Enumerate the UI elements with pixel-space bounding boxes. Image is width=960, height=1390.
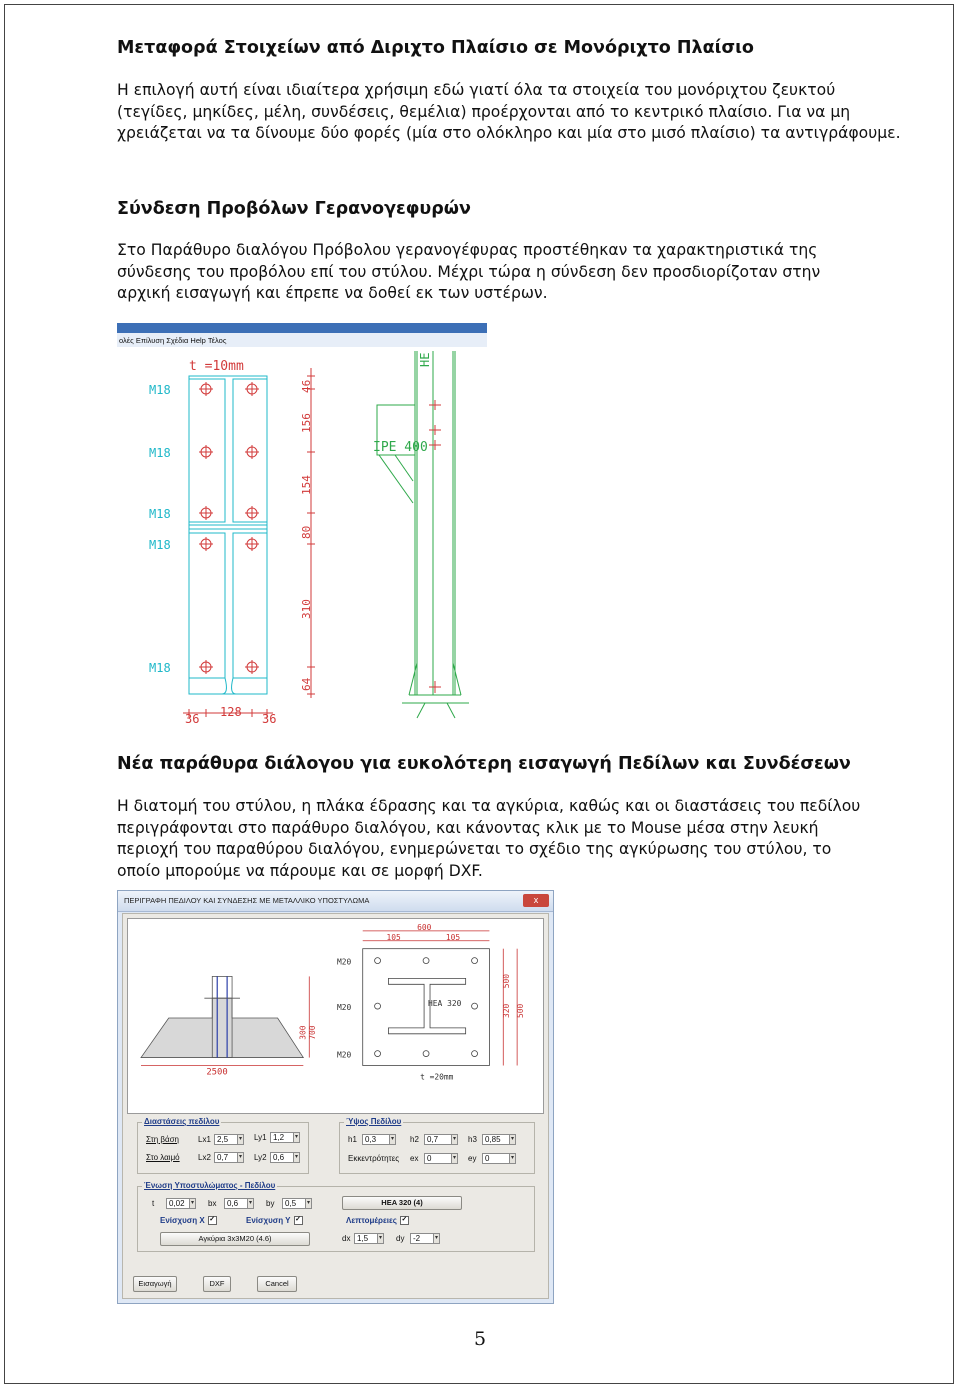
dx-spinner[interactable]: ▾ <box>377 1233 384 1244</box>
stiffener-x-checkbox[interactable] <box>160 1216 217 1225</box>
stiffener-y-checkbox[interactable] <box>246 1216 303 1225</box>
group-title: Διαστάσεις πεδίλου <box>144 1117 220 1126</box>
t-input[interactable]: 0,02 <box>166 1198 190 1209</box>
ey-input[interactable]: 0 <box>482 1153 510 1164</box>
ly2-label: Ly2 <box>254 1153 267 1162</box>
dy-input[interactable]: -2 <box>410 1233 434 1244</box>
t-spinner[interactable]: ▾ <box>189 1198 196 1209</box>
ly2-spinner[interactable]: ▾ <box>293 1152 300 1163</box>
h2-spinner[interactable]: ▾ <box>451 1134 458 1145</box>
dxf-button[interactable]: DXF <box>203 1276 231 1292</box>
bx-input[interactable]: 0,6 <box>224 1198 248 1209</box>
ex-label: ex <box>410 1154 419 1163</box>
ex-spinner[interactable]: ▾ <box>451 1153 458 1164</box>
section-button[interactable]: HEA 320 (4) <box>342 1196 462 1210</box>
bolt-label: M20 <box>336 1003 352 1013</box>
dialog-body <box>122 913 549 1299</box>
text-line: περιοχή του παραθύρου διαλόγου, ενημερώνεται το σχέδιο της αγκύρωσης του στύλου, το <box>117 840 832 859</box>
bolt-label: M18 <box>149 383 171 397</box>
by-label: by <box>266 1199 275 1208</box>
profile-label: IPE 400 <box>373 440 428 455</box>
paragraph-dialogs <box>117 796 861 882</box>
ey-spinner[interactable]: ▾ <box>509 1153 516 1164</box>
by-spinner[interactable]: ▾ <box>305 1198 312 1209</box>
anchor-button[interactable]: Αγκύρια 3x3M20 (4.6) <box>160 1232 310 1246</box>
top-dim-105: 105 <box>445 932 461 942</box>
bolt-label: M20 <box>336 1050 352 1060</box>
footing-width: 2500 <box>206 1067 228 1078</box>
window-titlebar <box>117 323 487 333</box>
footing-drawing-canvas[interactable] <box>127 918 544 1114</box>
right-dim: 500 <box>502 974 512 989</box>
section-title-crane: Σύνδεση Προβόλων Γερανογεφυρών <box>117 199 471 219</box>
dialog-title: ΠΕΡΙΓΡΑΦΗ ΠΕΔΙΛΟΥ ΚΑΙ ΣΥΝΔΕΣΗΣ ΜΕ ΜΕΤΑΛΛΙΚΟ ΥΠΟΣΤΥΛΩΜΑ <box>118 891 553 912</box>
dx-label: dx <box>342 1234 351 1243</box>
h1-spinner[interactable]: ▾ <box>389 1134 396 1145</box>
paragraph-crane <box>117 240 847 305</box>
cancel-button[interactable]: Cancel <box>257 1276 297 1292</box>
text-line: χρειάζεται να τα δίνουμε δύο φορές (μία στο ολόκληρο και μία στο μισό πλαίσιο) τα αντιγράφουμε. <box>117 124 901 143</box>
bx-spinner[interactable]: ▾ <box>247 1198 254 1209</box>
check-icon: ✓ <box>401 1216 408 1224</box>
top-dim-105: 105 <box>386 932 401 942</box>
plate-thickness: t =20mm <box>420 1072 454 1082</box>
base-label: Στη βάση <box>146 1135 180 1144</box>
text-line: Στο Παράθυρο διαλόγου Πρόβολου γερανογέφυρας προστέθηκαν τα χαρακτηριστικά της <box>117 241 818 259</box>
h3-input[interactable]: 0,85 <box>482 1134 510 1145</box>
dim-label: 154 <box>300 475 313 495</box>
ex-input[interactable]: 0 <box>424 1153 452 1164</box>
bolt-label: M18 <box>149 661 171 675</box>
right-dim: 500 <box>516 1003 526 1018</box>
column-label: HE <box>418 352 432 367</box>
h1-input[interactable]: 0,3 <box>362 1134 390 1145</box>
details-checkbox[interactable] <box>346 1216 409 1225</box>
dy-label: dy <box>396 1234 405 1243</box>
check-icon: ✓ <box>209 1216 216 1224</box>
ly1-spinner[interactable]: ▾ <box>293 1132 300 1143</box>
close-button[interactable]: x <box>523 894 549 907</box>
dim-label: 36 <box>185 712 200 726</box>
h1-label: h1 <box>348 1135 357 1144</box>
dim-label: 156 <box>300 413 313 433</box>
section-title-dialogs: Νέα παράθυρα διάλογου για ευκολότερη εισαγωγή Πεδίλων και Συνδέσεων <box>117 754 851 774</box>
text-line: οποίο μπορούμε να πάρουμε και σε μορφή DXF. <box>117 861 483 880</box>
neck-label: Στο λαιμό <box>146 1153 180 1162</box>
column-connection-group <box>137 1181 535 1252</box>
lx1-spinner[interactable]: ▾ <box>237 1134 244 1145</box>
bx-label: bx <box>208 1199 217 1208</box>
lx2-input[interactable]: 0,7 <box>214 1152 238 1163</box>
section-title-transfer: Μεταφορά Στοιχείων από Διριχτο Πλαίσιο σε Μονόριχτο Πλαίσιο <box>117 38 754 58</box>
height-700: 700 <box>308 1025 318 1040</box>
text-line: (τεγίδες, μηκίδες, μέλη, συνδέσεις, θεμέλια) προέρχονται από το κεντρικό πλαίσιο. Για να μη <box>117 102 851 121</box>
lx1-label: Lx1 <box>198 1135 211 1144</box>
dim-label: 310 <box>300 599 313 619</box>
dim-label: 128 <box>220 705 242 719</box>
text-line: περιγράφονται στο παράθυρο διαλόγου, και κάνοντας κλικ με το Mouse μέσα στην λευκή <box>117 818 819 837</box>
dim-label: 80 <box>300 525 313 539</box>
menu-text: ολές Επίλυση Σχέδια Help Τέλος <box>119 336 227 345</box>
by-input[interactable]: 0,5 <box>282 1198 306 1209</box>
h3-label: h3 <box>468 1135 477 1144</box>
ly1-input[interactable]: 1,2 <box>270 1132 294 1143</box>
h2-input[interactable]: 0,7 <box>424 1134 452 1145</box>
dim-label: 36 <box>262 712 277 726</box>
dx-input[interactable]: 1,5 <box>354 1233 378 1244</box>
text-line: αρχική εισαγωγή και έπρεπε να δοθεί εκ των υστέρων. <box>117 284 548 303</box>
t-label: t <box>152 1199 155 1208</box>
text-line: Η διατομή του στύλου, η πλάκα έδρασης και τα αγκύρια, καθώς και οι διαστάσεις του πεδίλου <box>117 797 861 815</box>
stiffener-y-label: Ενίσχυση Υ <box>246 1216 291 1225</box>
group-title: Ύψος Πεδίλου <box>346 1117 402 1126</box>
height-300: 300 <box>298 1025 308 1040</box>
ly2-input[interactable]: 0,6 <box>270 1152 294 1163</box>
plate-thickness: t =10mm <box>189 359 244 374</box>
lx2-label: Lx2 <box>198 1153 211 1162</box>
text-line: Η επιλογή αυτή είναι ιδιαίτερα χρήσιμη εδώ γιατί όλα τα στοιχεία του μονόριχτου ζευκτού <box>117 81 836 99</box>
text-line: σύνδεσης του προβόλου επί του στύλου. Μέχρι τώρα η σύνδεση δεν προσδιορίζοταν στην <box>117 262 821 281</box>
dim-label: 64 <box>300 677 313 691</box>
lx1-input[interactable]: 2,5 <box>214 1134 238 1145</box>
footing-height-group <box>339 1117 535 1174</box>
stiffener-x-label: Ενίσχυση Χ <box>160 1216 205 1225</box>
paragraph-transfer <box>117 80 901 145</box>
bolt-label: M18 <box>149 538 171 552</box>
top-dim-600: 600 <box>417 922 432 932</box>
footing-dialog <box>117 890 554 1304</box>
details-label: Λεπτομέρειες <box>346 1216 397 1225</box>
bolt-label: M20 <box>336 957 352 967</box>
page-number: 5 <box>473 1328 487 1350</box>
h3-spinner[interactable]: ▾ <box>509 1134 516 1145</box>
ey-label: ey <box>468 1154 477 1163</box>
ly1-label: Ly1 <box>254 1133 267 1142</box>
dim-label: 46 <box>300 379 313 393</box>
footing-dimensions-group <box>137 1117 309 1174</box>
crane-connection-drawing <box>117 323 487 728</box>
lx2-spinner[interactable]: ▾ <box>237 1152 244 1163</box>
eccentricity-label: Εκκεντρότητες <box>348 1154 400 1163</box>
h2-label: h2 <box>410 1135 419 1144</box>
check-icon: ✓ <box>295 1216 301 1224</box>
group-title: Ένωση Υποστυλώματος - Πεδίλου <box>144 1181 276 1190</box>
bolt-label: M18 <box>149 446 171 460</box>
insert-button[interactable]: Εισαγωγή <box>133 1276 177 1292</box>
bolt-label: M18 <box>149 507 171 521</box>
dy-spinner[interactable]: ▾ <box>433 1233 440 1244</box>
profile-label: HEA 320 <box>428 999 462 1009</box>
right-dim: 320 <box>502 1003 512 1018</box>
